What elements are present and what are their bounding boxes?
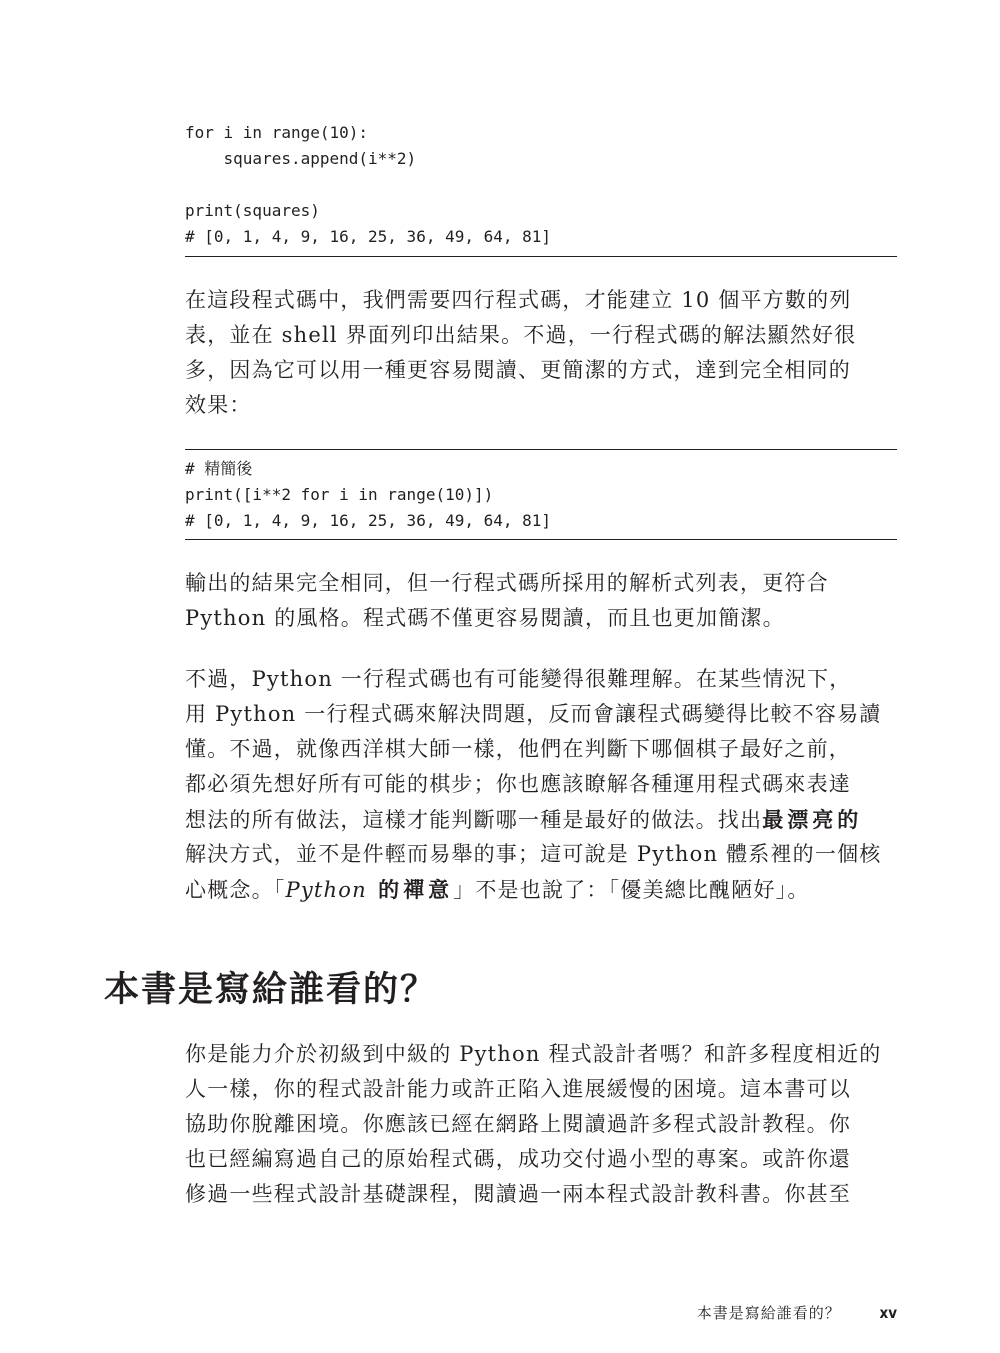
code-block-one-liner [185, 456, 897, 534]
text-line: 多，因為它可以用一種更容易閱讀、更簡潔的方式，達到完全相同的 [185, 358, 851, 382]
italic-python: Python [285, 878, 367, 902]
text-line: 表，並在 shell 界面列印出結果。不過，一行程式碼的解法顯然好很 [185, 323, 857, 347]
text-run: 想法的所有做法，這樣才能判斷哪一種是最好的做法。找出 [185, 808, 763, 832]
page-footer [697, 1302, 897, 1323]
code-line: squares.append(i**2) [185, 149, 417, 168]
code-line: # [0, 1, 4, 9, 16, 25, 36, 49, 64, 81] [185, 511, 552, 530]
code-line [185, 172, 897, 198]
text-line: 用 Python 一行程式碼來解決問題，反而會讓程式碼變得比較不容易讀 [185, 702, 882, 726]
text-run: 」不是也說了：「優美總比醜陋好」。 [453, 878, 810, 902]
text-line: 也已經編寫過自己的原始程式碼，成功交付過小型的專案。或許你還 [185, 1147, 851, 1171]
code-block-top-rule [185, 449, 897, 450]
text-line: 協助你脫離困境。你應該已經在網路上閱讀過許多程式設計教程。你 [185, 1112, 851, 1136]
text-line: 修過一些程式設計基礎課程，閱讀過一兩本程式設計教科書。你甚至 [185, 1182, 851, 1206]
text-run: 心概念。「 [185, 878, 286, 902]
emphasis-text: 的禪意 [366, 877, 454, 902]
text-line: 效果： [185, 393, 252, 417]
code-block-bottom-rule [185, 539, 897, 540]
code-line: print(squares) [185, 201, 320, 220]
text-line: 你是能力介於初級到中級的 Python 程式設計者嗎？和許多程度相近的 [185, 1042, 882, 1066]
text-line: 不過，Python 一行程式碼也有可能變得很難理解。在某些情況下， [185, 667, 852, 691]
text-line [185, 802, 897, 837]
text-line: 都必須先想好所有可能的棋步；你也應該瞭解各種運用程式碼來表達 [185, 772, 851, 796]
emphasis-text: 最漂亮的 [762, 807, 863, 832]
code-line: print([i**2 for i in range(10)]) [185, 485, 494, 504]
text-line: Python 的風格。程式碼不僅更容易閱讀，而且也更加簡潔。 [185, 606, 785, 630]
code-line: for i in range(10): [185, 123, 369, 142]
running-title: 本書是寫給誰看的？ [696, 1304, 841, 1322]
page-number: xv [879, 1304, 897, 1322]
paragraph-1 [185, 283, 897, 423]
text-line: 人一樣，你的程式設計能力或許正陷入進展緩慢的困境。這本書可以 [185, 1077, 851, 1101]
code-block-squares-loop [185, 120, 897, 250]
code-block-bottom-rule [185, 256, 897, 257]
text-line: 懂。不過，就像西洋棋大師一樣，他們在判斷下哪個棋子最好之前， [185, 737, 851, 761]
text-line: 解決方式，並不是件輕而易舉的事；這可說是 Python 體系裡的一個核 [185, 842, 882, 866]
text-line [185, 872, 897, 907]
code-line: # [0, 1, 4, 9, 16, 25, 36, 49, 64, 81] [185, 227, 552, 246]
paragraph-4 [185, 1037, 897, 1212]
paragraph-2 [185, 566, 897, 636]
section-heading: 本書是寫給誰看的？ [104, 970, 438, 1010]
text-line: 在這段程式碼中，我們需要四行程式碼，才能建立 10 個平方數的列 [185, 288, 852, 312]
text-line: 輸出的結果完全相同，但一行程式碼所採用的解析式列表，更符合 [185, 571, 829, 595]
code-line: # 精簡後 [185, 459, 253, 478]
paragraph-3 [185, 662, 897, 907]
